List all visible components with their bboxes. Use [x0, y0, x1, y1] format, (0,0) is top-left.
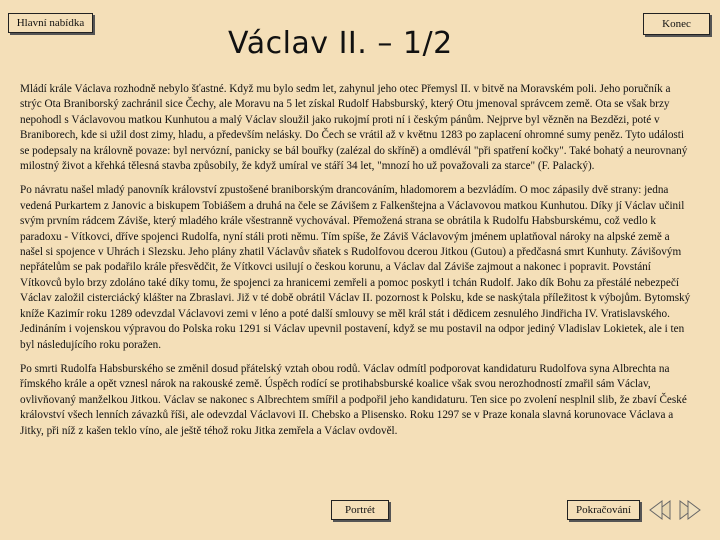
paragraph: Mládí krále Václava rozhodně nebylo šťastné. Když mu bylo sedm let, zahynul jeho otec Přemysl II. v bitvě na Moravském poli. Jeho poručník a strýc Ota Braniborský zachránil sice Čechy, ale Moravu na 5 let získal Rudolf Habsburský, který Otu jmenoval správcem země. Ota se však brzy nepohodl s Václavovou matkou Kunhutou a malý Václav sloužil jako rukojmí proti ní i českým pánům. Nejprve byl vězněn na Bezdězi, poté v Braniborech, kde si užil dost zimy, hladu, a především nelásky. Do Čech se vrátil až v květnu 1283 po zaplacení ohromné sumy peněz. Tyto události se podepsaly na královně povaze: byl nervózní, panicky se bál bouřky (zalézal do skříně) a omdlévál "při spatření kočky". Také bohatý a neurovnaný milostný život a křehká tělesná stavba způsobily, že když umíral ve stáří 34 let, "mnozí ho už považovali za starce" (F. Palacký).: [20, 83, 688, 173]
arrow-right-icon[interactable]: [676, 495, 706, 525]
arrow-left-icon[interactable]: [644, 495, 674, 525]
page-title: Václav II. – 1/2: [228, 26, 453, 61]
paragraph: Po návratu našel mladý panovník království zpustošené braniborským drancováním, hladomorem a bezvládím. O moc zápasily dvě strany: jedna vedená Purkartem z Janovic a biskupem Tobiášem a druhá na čele se Závišem z Falkenštejna a Václavovou matkou Kunhutou. Díky jí Václav učinil svým prvním rádcem Záviše, který mladého krále všestranně vychovával. Přemožená strana se obrátila k Rudolfu Habsburskému, což vedlo k paradoxu - Vítkovci, dříve spojenci Rudolfa, nyní stáli proti němu. Tím spíše, že Záviš Václavovým jménem uplatňoval nároky na alpské země a našel si spojence v Uhrách i Slezsku. Jeho plány zhatil Václavův sňatek s Rudolfovou dcerou Jitkou (Gutou) a předčasná smrt Kunhuty. Závišovým nepřátelům se pak podařilo krále přesvědčit, že Vítkovci usilují o českou korunu, a Václav dal Záviše zajmout a nakonec i popravit. Povstání Vítkovců bylo brzy zdoláno také díky tomu, že spojenci za hranicemi zemřeli a pomoc poskytl i tchán Rudolf. Jako dík Bohu za přestálé nebezpečí Václav založil cisterciácký klášter na Zbraslavi. Již v té době obrátil Václav II. pozornost k Polsku, kde se naskýtala příležitost k výbojům. Bytomský kníže Kazimír roku 1289 odevzdal Václavovi zemi v léno a poté další smlouvy se měl král stát i dědicem zesnulého Jindřicha IV. Vratislavského. Jedináním i vojenskou výpravou do Polska roku 1291 si Václav upevnil postavení, když se mu postavil na odpor jediný Vladislav Lokietek, ale i ten byl následujícího roku poražen.: [20, 184, 691, 351]
end-button[interactable]: Konec: [643, 13, 710, 35]
continue-button[interactable]: Pokračování: [567, 500, 640, 520]
portrait-button[interactable]: Portrét: [331, 500, 389, 520]
main-menu-button[interactable]: Hlavní nabídka: [8, 13, 93, 33]
paragraph: Po smrti Rudolfa Habsburského se změnil dosud přátelský vztah obou rodů. Václav odmítl podporovat kandidaturu Rudolfova syna Albrechta na římského krále a opět vznesl nárok na rakouské země. Úspěch rodící se protihabsburské koalice však svou nerozhodností zmařil sám Václav, ovlivňovaný manželkou Jitkou. Václav se nakonec s Albrechtem smířil a podpořil jeho kandidaturu. Ten sice po zvolení nesplnil slib, že zbaví České království všech lenních závazků říši, ale odevzdal Václavovi II. Chebsko a Plisensko. Roku 1297 se v Praze konala slavná korunovace Václava a Jitky, při níž z kašen teklo víno, ale ještě téhož roku Jitka zemřela a Václav ovdověl.: [20, 362, 687, 437]
main-text: [20, 82, 692, 448]
